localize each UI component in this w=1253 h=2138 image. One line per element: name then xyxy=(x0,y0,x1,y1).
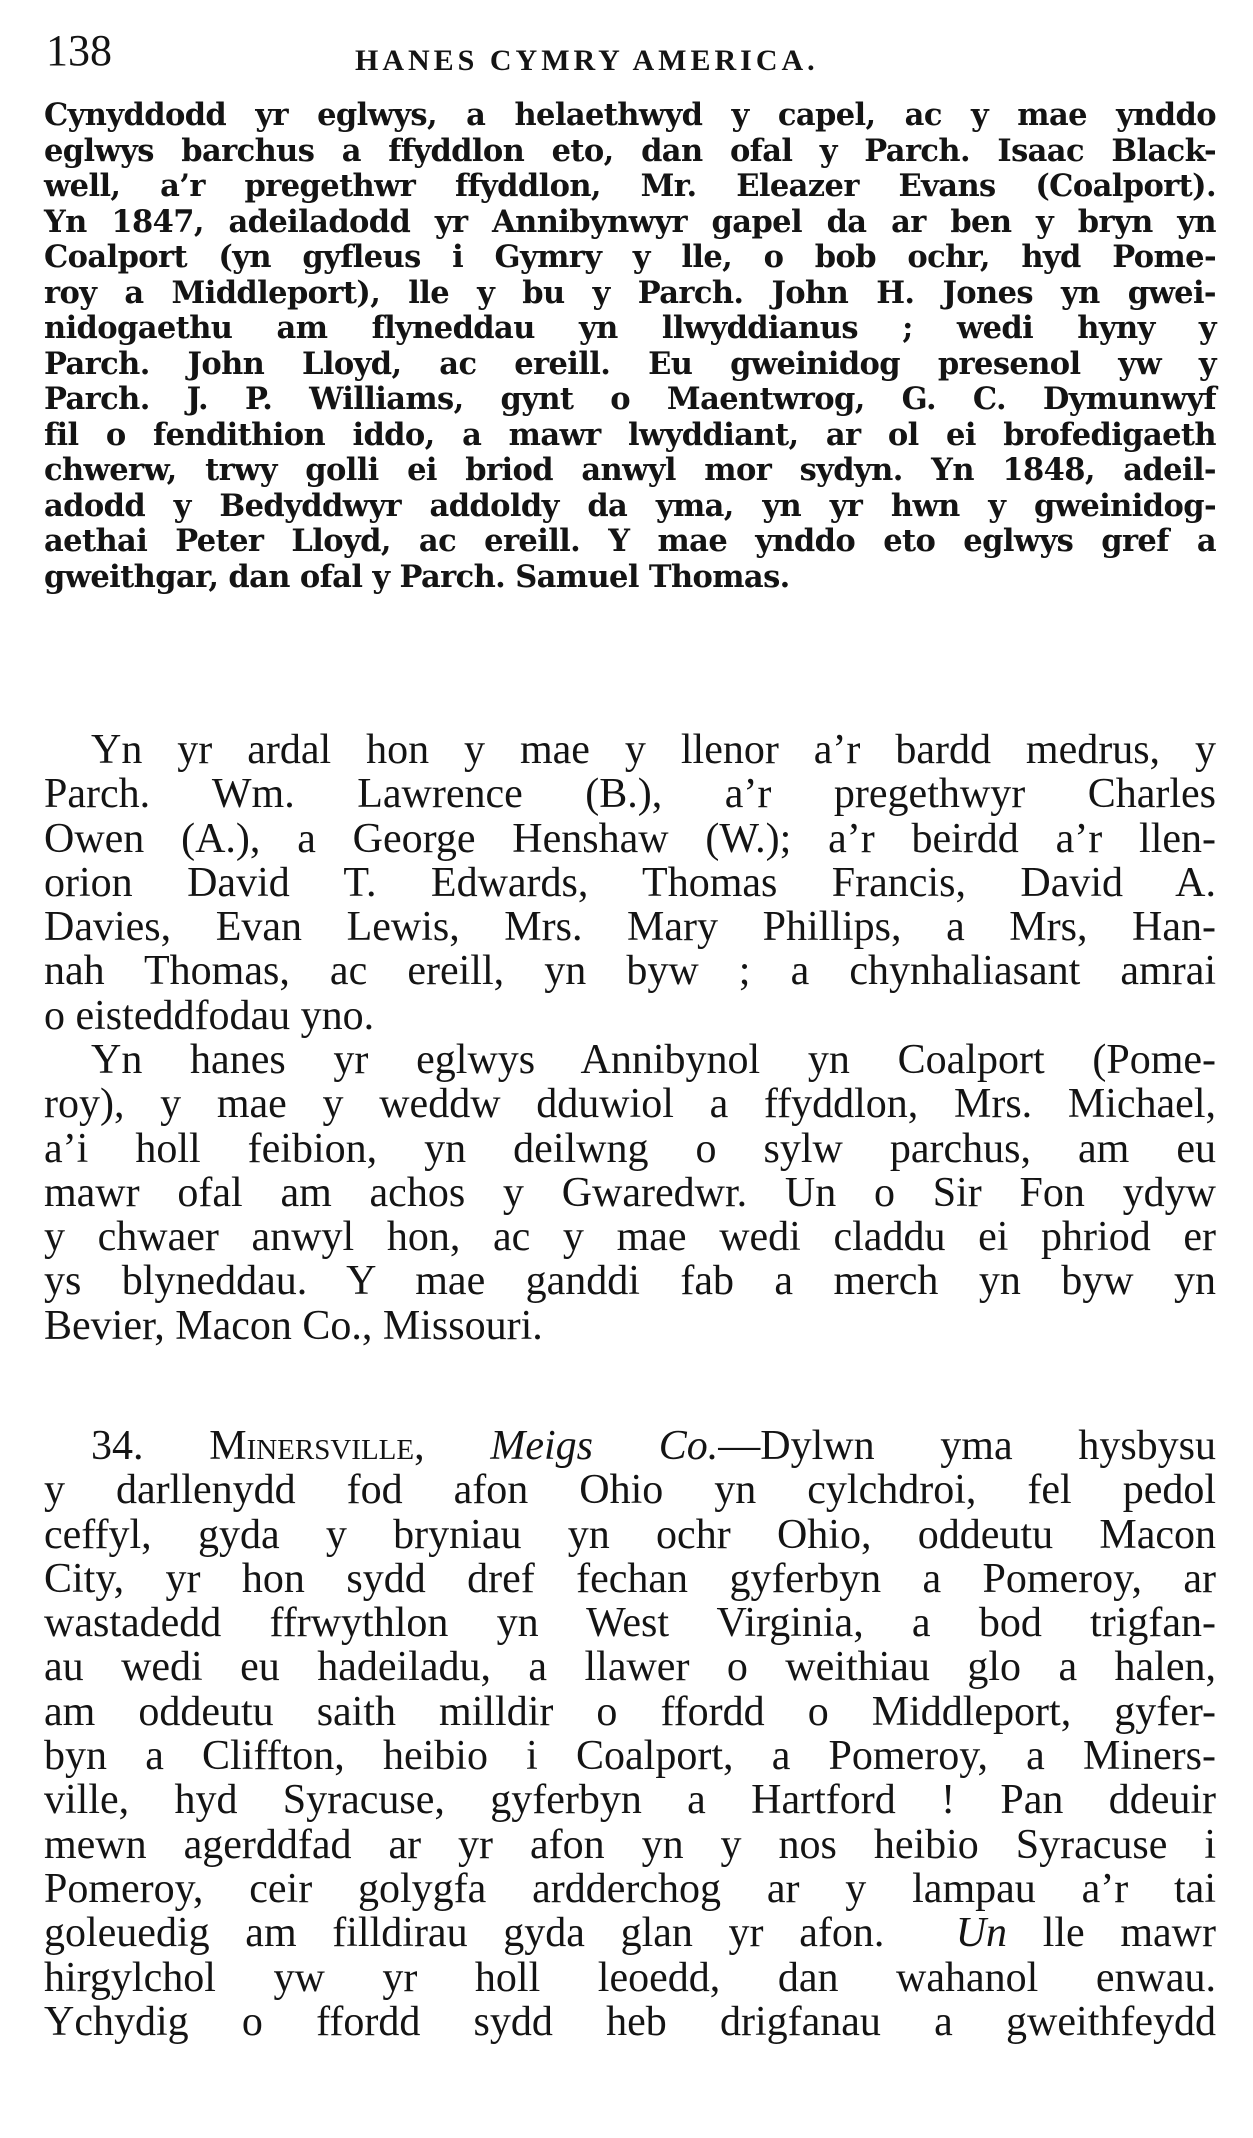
text-line: Ychydig o ffordd sydd heb drigfanau a gweithfeydd xyxy=(44,1998,1216,2045)
text-line-mixed xyxy=(44,1911,1216,1955)
text-line: Coalport (yn gyfleus i Gymry y lle, o bob ochr, hyd Pome- xyxy=(44,239,1216,275)
text-line: o eisteddfodau yno. xyxy=(44,992,375,1039)
text-line: y chwaer anwyl hon, ac y mae wedi claddu ei phriod er xyxy=(44,1214,1216,1261)
paragraph-4 xyxy=(44,1424,1216,2044)
text-line: roy), y mae y weddw dduwiol a ffyddlon, Mrs. Michael, xyxy=(44,1081,1216,1128)
text-line: aethai Peter Lloyd, ac ereill. Y mae ynddo eto eglwys gref a xyxy=(44,523,1216,559)
text-line: au wedi eu hadeiladu, a llawer o weithiau glo a halen, xyxy=(44,1644,1216,1691)
text-line: Owen (A.), a George Henshaw (W.); a’r beirdd a’r llen- xyxy=(44,815,1216,862)
text-line: Parch. Wm. Lawrence (B.), a’r pregethwyr Charles xyxy=(44,771,1216,818)
text-line: Parch. J. P. Williams, gynt o Maentwrog, G. C. Dymunwyf xyxy=(44,381,1216,417)
text-line: Yn 1847, adeiladodd yr Annibynwyr gapel da ar ben y bryn yn xyxy=(44,203,1216,240)
county-name: Meigs Co. xyxy=(490,1423,719,1469)
text-line: well, a’r pregethwr ffyddlon, Mr. Eleazer Evans (Coalport). xyxy=(44,168,1216,204)
text-line: byn a Cliffton, heibio i Coalport, a Pomeroy, a Miners- xyxy=(44,1733,1216,1780)
italic-word: Un xyxy=(955,1910,1008,1957)
running-title: HANES CYMRY AMERICA. xyxy=(355,44,819,77)
text-line: a’i holl feibion, yn deilwng o sylw parchus, am eu xyxy=(44,1125,1216,1172)
text-segment: lle mawr xyxy=(1007,1910,1217,1957)
text-line: ys blyneddau. Y mae ganddi fab a merch yn byw yn xyxy=(44,1258,1216,1305)
page-number: 138 xyxy=(46,26,112,75)
text-line: nidogaethu am flyneddau yn llwyddianus ; wedi hyny y xyxy=(44,310,1216,346)
text-line: eglwys barchus a ffyddlon eto, dan ofal y Parch. Isaac Black- xyxy=(44,132,1216,169)
section-heading-line: 34. Minersville, Meigs Co.—Dylwn yma hysbysu xyxy=(91,1423,1217,1469)
paragraph-3 xyxy=(44,1038,1216,1348)
paragraph-1 xyxy=(44,98,1216,595)
heading-continuation: —Dylwn yma hysbysu xyxy=(718,1423,1217,1469)
text-segment: goleuedig am filldirau gyda glan yr afon. xyxy=(44,1910,885,1957)
text-line: fil o fendithion iddo, a mawr lwyddiant, ar ol ei brofedigaeth xyxy=(44,416,1216,453)
text-line: Parch. John Lloyd, ac ereill. Eu gweinidog presenol yw y xyxy=(44,345,1216,382)
text-line: Bevier, Macon Co., Missouri. xyxy=(44,1302,543,1349)
text-line: Pomeroy, ceir golygfa ardderchog ar y lampau a’r tai xyxy=(44,1865,1216,1912)
text-line: chwerw, trwy golli ei briod anwyl mor sydyn. Yn 1848, adeil- xyxy=(44,452,1216,488)
text-line: ceffyl, gyda y bryniau yn ochr Ohio, oddeutu Macon xyxy=(44,1511,1216,1558)
text-line: orion David T. Edwards, Thomas Francis, David A. xyxy=(44,859,1216,906)
paragraph-2 xyxy=(44,728,1216,1038)
text-line: roy a Middleport), lle y bu y Parch. John H. Jones yn gwei- xyxy=(44,274,1216,311)
text-line: y darllenydd fod afon Ohio yn cylchdroi, fel pedol xyxy=(44,1467,1216,1514)
text-line: nah Thomas, ac ereill, yn byw ; a chynhaliasant amrai xyxy=(44,948,1216,995)
text-line: wastadedd ffrwythlon yn West Virginia, a bod trigfan- xyxy=(44,1600,1216,1647)
text-line: Yn yr ardal hon y mae y llenor a’r bardd medrus, y xyxy=(91,727,1216,773)
text-line: Davies, Evan Lewis, Mrs. Mary Phillips, a Mrs, Han- xyxy=(44,904,1216,951)
text-line: City, yr hon sydd dref fechan gyferbyn a Pomeroy, ar xyxy=(44,1555,1216,1602)
text-line: adodd y Bedyddwyr addoldy da yma, yn yr hwn y gweinidog- xyxy=(44,487,1216,524)
text-line: am oddeutu saith milldir o ffordd o Middleport, gyfer- xyxy=(44,1688,1216,1735)
text-line: gweithgar, dan ofal y Parch. Samuel Thomas. xyxy=(44,558,790,595)
text-line: mawr ofal am achos y Gwaredwr. Un o Sir Fon ydyw xyxy=(44,1169,1216,1216)
page-header xyxy=(40,22,1220,82)
text-line: Cynyddodd yr eglwys, a helaethwyd y capel, ac y mae ynddo xyxy=(44,97,1216,133)
text-line: ville, hyd Syracuse, gyferbyn a Hartford ! Pan ddeuir xyxy=(44,1777,1216,1824)
text-line: hirgylchol yw yr holl leoedd, dan wahanol enwau. xyxy=(44,1954,1216,2001)
section-number: 34. xyxy=(91,1423,144,1469)
text-line: Yn hanes yr eglwys Annibynol yn Coalport (Pome- xyxy=(91,1037,1216,1083)
place-name: Minersville xyxy=(209,1423,415,1469)
text-line: mewn agerddfad ar yr afon yn y nos heibio Syracuse i xyxy=(44,1821,1216,1868)
